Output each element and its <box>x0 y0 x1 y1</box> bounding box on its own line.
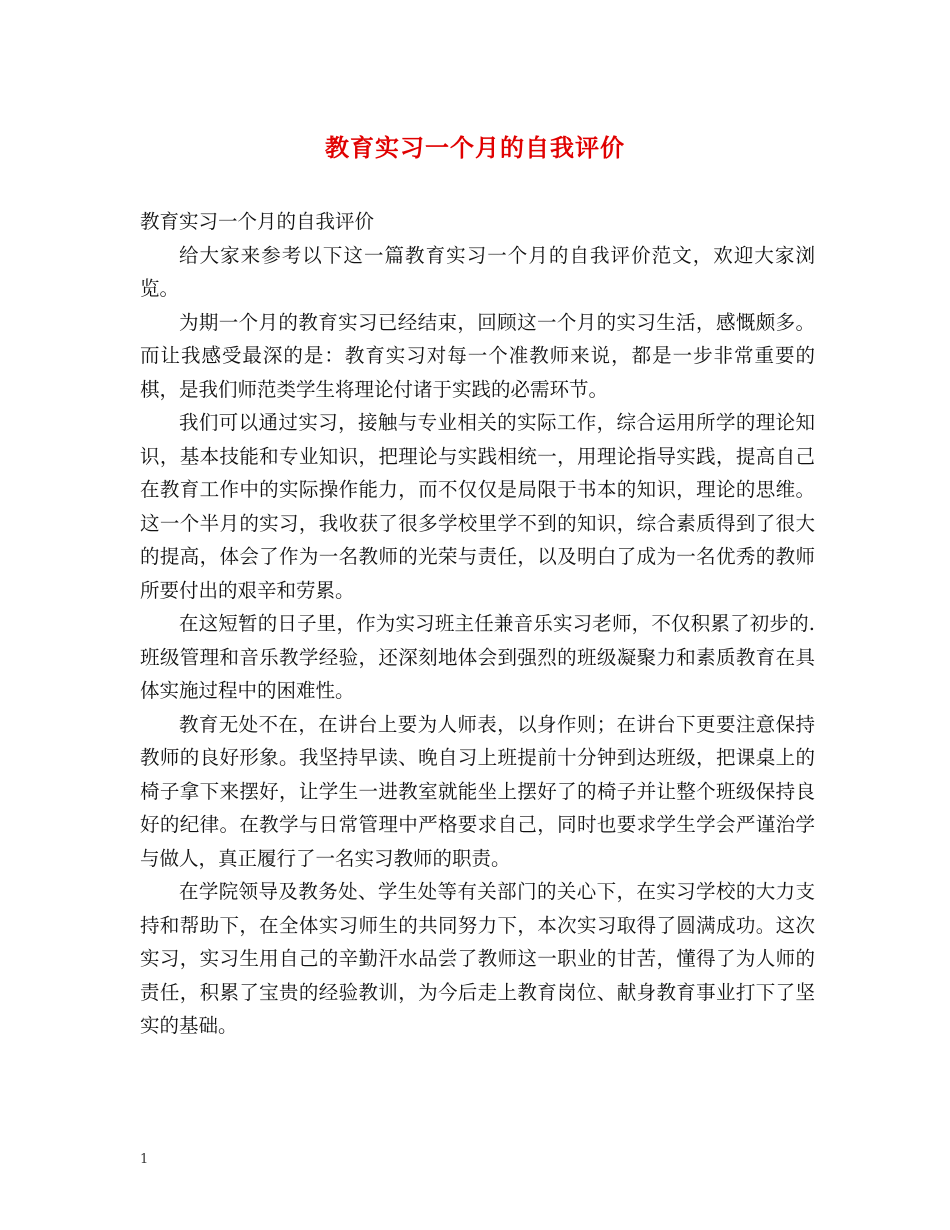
paragraph: 我们可以通过实习，接触与专业相关的实际工作，综合运用所学的理论知识，基本技能和专业知识，把理论与实践相统一，用理论指导实践，提高自己在教育工作中的实际操作能力，而不仅仅是局限于书本的知识，理论的思维。这一个半月的实习，我收获了很多学校里学不到的知识，综合素质得到了很大的提高，体会了作为一名教师的光荣与责任，以及明白了成为一名优秀的教师所要付出的艰辛和劳累。 <box>140 411 815 602</box>
paragraph: 在学院领导及教务处、学生处等有关部门的关心下，在实习学校的大力支持和帮助下，在全体实习师生的共同努力下，本次实习取得了圆满成功。这次实习，实习生用自己的辛勤汗水品尝了教师这一职业的甘苦，懂得了为人师的责任，积累了宝贵的经验教训，为今后走上教育岗位、献身教育事业打下了坚实的基础。 <box>140 880 815 1037</box>
paragraph: 为期一个月的教育实习已经结束，回顾这一个月的实习生活，感慨颇多。而让我感受最深的是：教育实习对每一个准教师来说，都是一步非常重要的棋，是我们师范类学生将理论付诸于实践的必需环节。 <box>140 310 815 401</box>
heading-line: 教育实习一个月的自我评价 <box>140 210 375 233</box>
page-number: 1 <box>140 1152 149 1167</box>
paragraph: 教育无处不在，在讲台上要为人师表，以身作则；在讲台下更要注意保持教师的良好形象。我坚持早读、晚自习上班提前十分钟到达班级，把课桌上的椅子拿下来摆好，让学生一进教室就能坐上摆好了的椅子并让整个班级保持良好的纪律。在教学与日常管理中严格要求自己，同时也要求学生学会严谨治学与做人，真正履行了一名实习教师的职责。 <box>140 712 815 870</box>
document-title: 教育实习一个月的自我评价 <box>325 133 625 162</box>
document-body <box>140 205 815 1043</box>
paragraph: 给大家来参考以下这一篇教育实习一个月的自我评价范文，欢迎大家浏览。 <box>140 243 815 300</box>
paragraph: 在这短暂的日子里，作为实习班主任兼音乐实习老师，不仅积累了初步的.班级管理和音乐教学经验，还深刻地体会到强烈的班级凝聚力和素质教育在具体实施过程中的困难性。 <box>140 612 815 702</box>
